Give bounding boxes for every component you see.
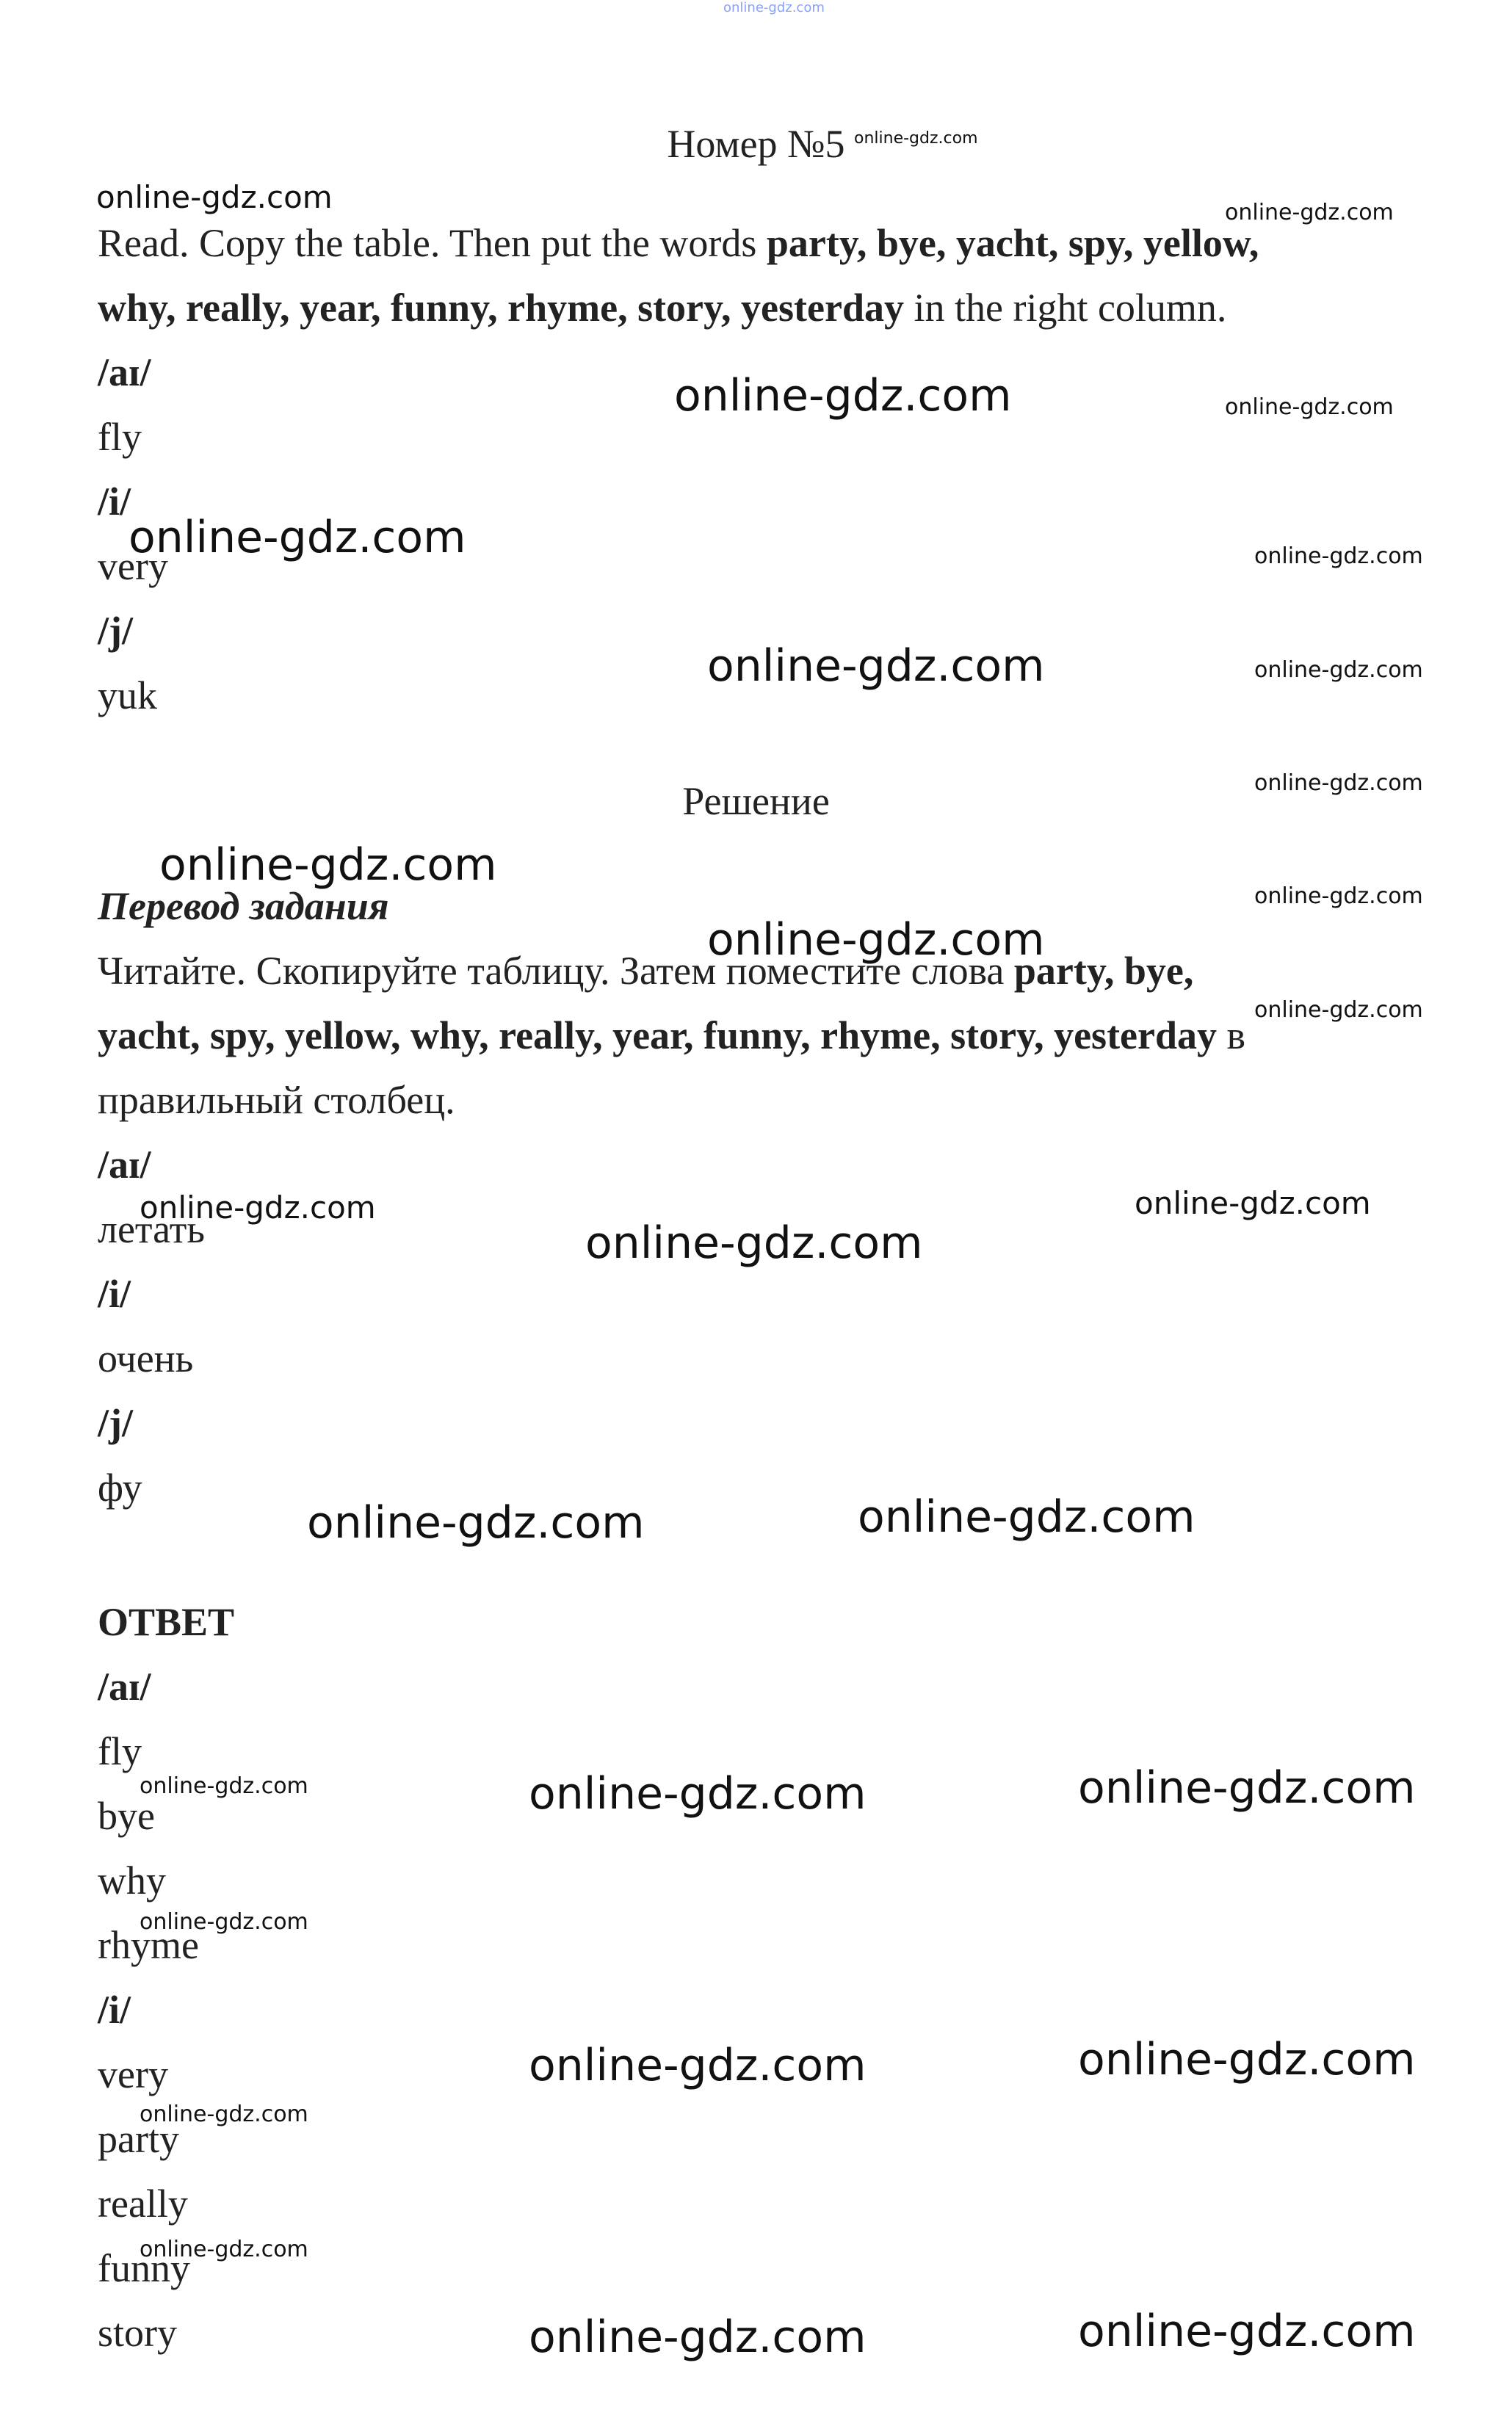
translation-line-1-plain: Читайте. Скопируйте таблицу. Затем поместите слова <box>98 949 1014 993</box>
watermark: online-gdz.com <box>1078 2034 1416 2085</box>
page-title: Номер №5 <box>667 122 845 166</box>
watermark: online-gdz.com <box>1078 1762 1416 1814</box>
watermark: online-gdz.com <box>1225 200 1394 225</box>
translation-line-2 <box>98 1014 1245 1057</box>
watermark: online-gdz.com <box>1254 657 1423 683</box>
watermark: online-gdz.com <box>1078 2306 1416 2357</box>
watermark: online-gdz.com <box>1254 997 1423 1023</box>
translation-line-2-plain: в <box>1217 1013 1246 1057</box>
task-line-2 <box>98 286 1226 330</box>
solution-label: Решение <box>682 779 830 823</box>
watermark: online-gdz.com <box>1135 1185 1371 1221</box>
task-line-1-bold: party, bye, yacht, spy, yellow, <box>766 221 1259 265</box>
translation-line-3: правильный столбец. <box>98 1078 455 1122</box>
translation-sound-i: /i/ <box>98 1272 131 1316</box>
watermark: online-gdz.com <box>674 370 1012 421</box>
answer-word: party <box>98 2117 179 2161</box>
answer-word: really <box>98 2182 188 2226</box>
top-watermark: online-gdz.com <box>723 0 825 15</box>
task-line-2-bold: why, really, year, funny, rhyme, story, yesterday <box>98 286 904 330</box>
translation-line-2-bold: yacht, spy, yellow, why, really, year, funny, rhyme, story, yesterday <box>98 1013 1218 1057</box>
task-sound-i: /i/ <box>98 479 131 524</box>
translation-word-1: летать <box>98 1207 205 1251</box>
answer-sound-i: /i/ <box>98 1988 131 2032</box>
answer-sound-ai: /aɪ/ <box>98 1665 151 1709</box>
watermark: online-gdz.com <box>307 1497 645 1549</box>
watermark: online-gdz.com <box>140 1773 308 1799</box>
watermark: online-gdz.com <box>854 129 978 148</box>
task-word-very: very <box>98 544 168 588</box>
answer-word: why <box>98 1858 166 1903</box>
watermark: online-gdz.com <box>140 2102 308 2127</box>
task-sound-ai: /aɪ/ <box>98 350 151 394</box>
answer-word: very <box>98 2052 168 2096</box>
watermark: online-gdz.com <box>529 2312 867 2363</box>
translation-word-3: фу <box>98 1466 142 1510</box>
watermark: online-gdz.com <box>140 1190 376 1226</box>
watermark: online-gdz.com <box>159 839 497 891</box>
watermark: online-gdz.com <box>858 1491 1196 1543</box>
task-line-1 <box>98 222 1259 265</box>
answer-word: funny <box>98 2246 190 2290</box>
task-sound-j: /j/ <box>98 609 133 653</box>
watermark: online-gdz.com <box>707 640 1045 692</box>
task-word-yuk: yuk <box>98 673 157 717</box>
answer-word: bye <box>98 1794 155 1838</box>
watermark: online-gdz.com <box>129 512 466 563</box>
watermark: online-gdz.com <box>1254 543 1423 569</box>
answer-word: fly <box>98 1729 142 1773</box>
translation-heading: Перевод задания <box>98 884 389 928</box>
task-word-fly: fly <box>98 415 142 459</box>
watermark: online-gdz.com <box>529 1768 867 1820</box>
translation-sound-ai: /aɪ/ <box>98 1143 151 1187</box>
answer-word: story <box>98 2311 177 2355</box>
watermark: online-gdz.com <box>529 2040 867 2091</box>
task-line-2-plain: in the right column. <box>903 286 1227 330</box>
watermark: online-gdz.com <box>585 1217 923 1269</box>
watermark: online-gdz.com <box>140 2237 308 2262</box>
answer-heading: ОТВЕТ <box>98 1600 235 1644</box>
watermark: online-gdz.com <box>707 914 1045 966</box>
answer-word: rhyme <box>98 1923 199 1967</box>
watermark: online-gdz.com <box>96 179 333 215</box>
translation-word-2: очень <box>98 1336 194 1380</box>
watermark: online-gdz.com <box>140 1909 308 1935</box>
watermark: online-gdz.com <box>1254 883 1423 909</box>
translation-line-1-bold: party, bye, <box>1013 949 1194 993</box>
watermark: online-gdz.com <box>1225 394 1394 420</box>
translation-sound-j: /j/ <box>98 1401 133 1445</box>
task-line-1-plain: Read. Copy the table. Then put the words <box>98 221 767 265</box>
watermark: online-gdz.com <box>1254 770 1423 796</box>
